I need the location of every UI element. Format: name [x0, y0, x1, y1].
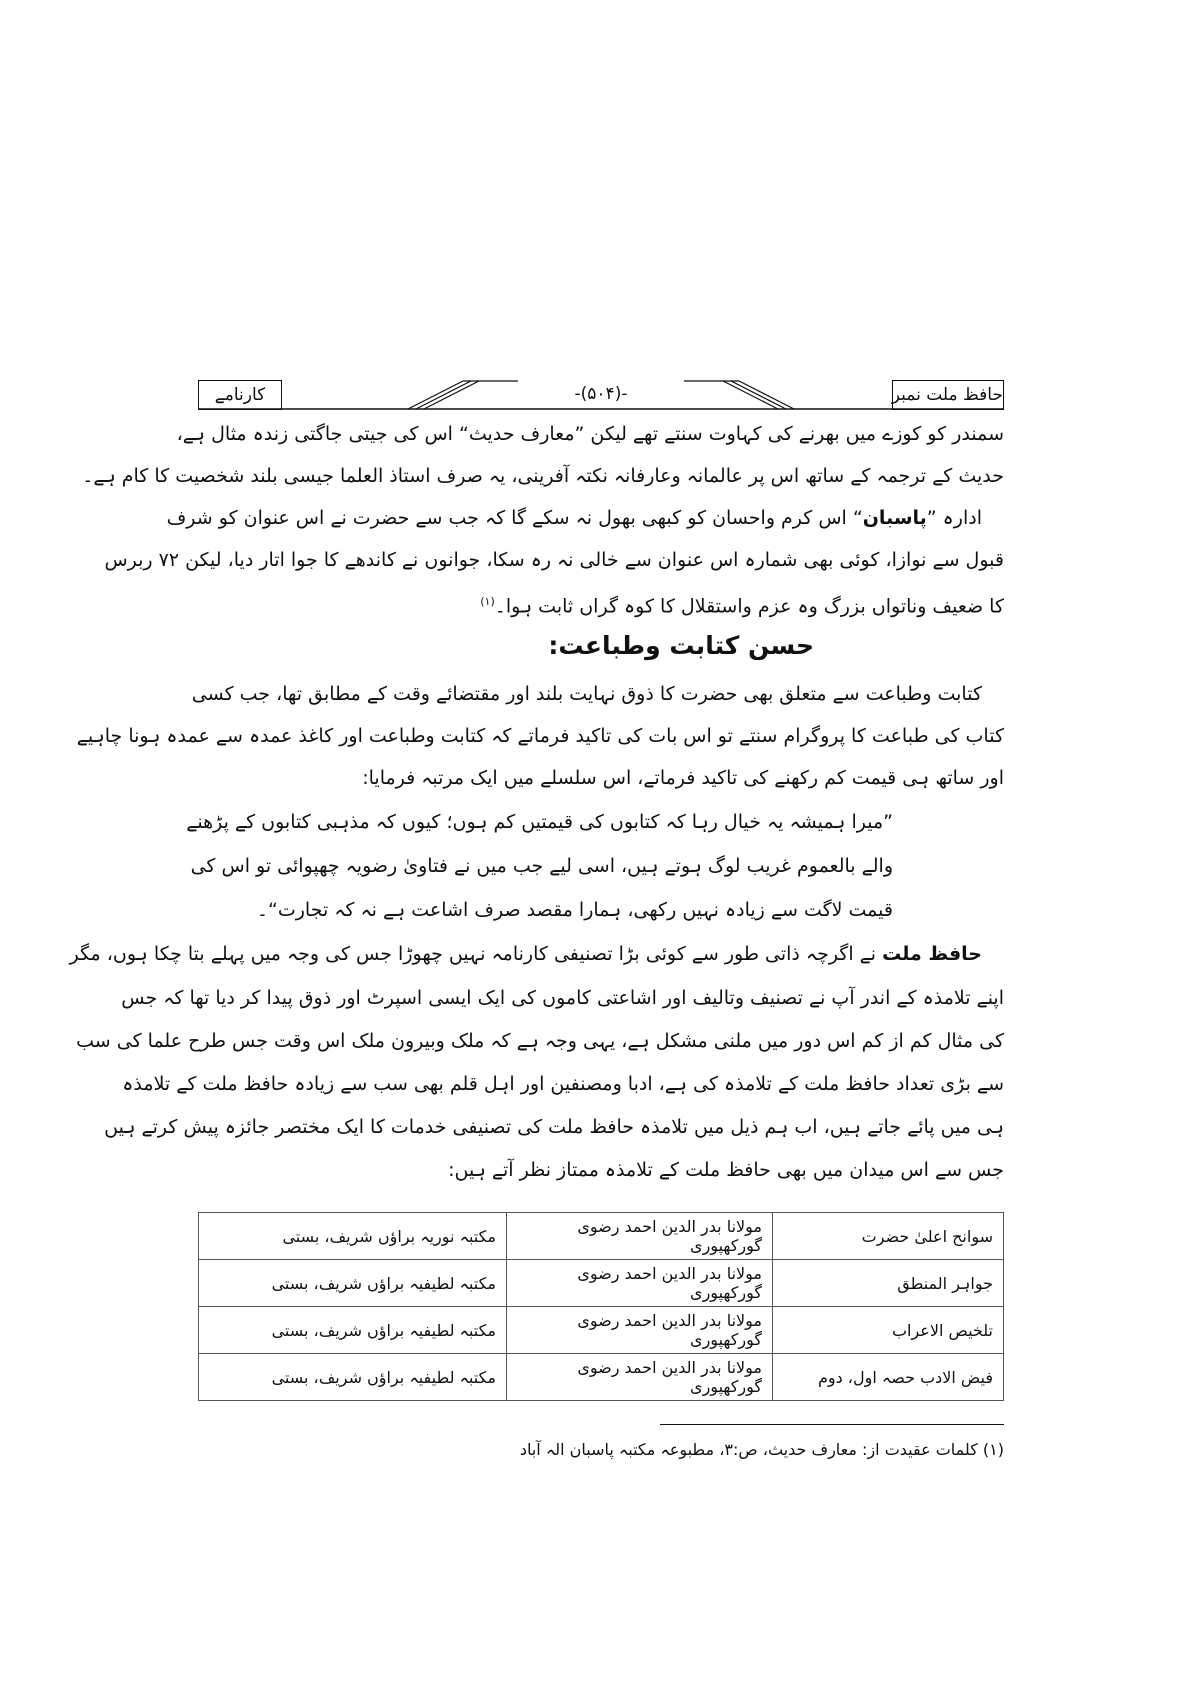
page-header [198, 380, 1004, 410]
text-line: حدیث کے ترجمہ کے ساتھ اس پر عالمانہ وعارفانہ نکتہ آفرینی، یہ صرف استاذ العلما جیسی بلند شخصیت کا کام ہے۔ [82, 465, 1004, 487]
magazine-name: پاسبان [862, 507, 927, 529]
table-row [199, 1307, 1004, 1354]
publisher: مکتبہ لطیفیہ براؤں شریف، بستی [199, 1307, 507, 1354]
footnote-reference: (۱) [480, 595, 495, 608]
books-table [198, 1212, 1004, 1401]
text-line: قبول سے نوازا، کوئی بھی شمارہ اس عنوان سے خالی نہ رہ سکا، جوانوں نے کاندھے کا جوا اتار دیا، لیکن ۷۲ ربرس [104, 549, 1004, 571]
book-title: فیض الادب حصہ اول، دوم [773, 1354, 1004, 1401]
text-segment: ادارہ ” [926, 507, 982, 529]
quote-line: قیمت لاگت سے زیادہ نہیں رکھی، ہمارا مقصد صرف اشاعت ہے نہ کہ تجارت“۔ [256, 899, 893, 921]
book-title: سوانح اعلیٰ حضرت [773, 1213, 1004, 1260]
author: مولانا بدر الدین احمد رضوی گورکھپوری [507, 1260, 773, 1307]
text-line: سے بڑی تعداد حافظ ملت کے تلامذہ کی ہے، ادبا ومصنفین اور اہل قلم بھی سب سے زیادہ حافظ ملت کے تلامذہ [122, 1073, 1004, 1095]
text-segment: کا ضعیف وناتواں بزرگ وہ عزم واستقلال کا کوہ گراں ثابت ہوا۔ [494, 595, 1004, 618]
text-line: کتابت وطباعت سے متعلق بھی حضرت کا ذوق نہایت بلند اور مقتضائے وقت کے مطابق تھا، جب کسی [191, 683, 982, 705]
text-line: جس سے اس میدان میں بھی حافظ ملت کے تلامذہ ممتاز نظر آتے ہیں: [448, 1159, 1004, 1181]
book-title: تلخیص الاعراب [773, 1307, 1004, 1354]
footnote: (۱) کلمات عقیدت از: معارف حدیث، ص:۳، مطبوعہ مکتبہ پاسبان الہ آباد [519, 1440, 1004, 1459]
author: مولانا بدر الدین احمد رضوی گورکھپوری [507, 1213, 773, 1260]
publisher: مکتبہ لطیفیہ براؤں شریف، بستی [199, 1260, 507, 1307]
table-row [199, 1260, 1004, 1307]
quote-line: والے بالعموم غریب لوگ ہوتے ہیں، اسی لیے جب میں نے فتاویٰ رضویہ چھپوائی تو اس کی [190, 855, 893, 877]
table-row [199, 1213, 1004, 1260]
text-line [69, 934, 1004, 974]
text-line: سمندر کو کوزے میں بھرنے کی کہاوت سنتے تھے لیکن ”معارف حدیث“ اس کی جیتی جاگتی زندہ مثال ہے، [176, 423, 1004, 445]
bold-name: حافظ ملت [882, 943, 982, 965]
text-line [198, 582, 1004, 622]
text-line: ہی میں پائے جاتے ہیں، اب ہم ذیل میں تلامذہ حافظ ملت کی تصنیفی خدمات کا ایک مختصر جائزہ پیش کرتے ہیں [104, 1116, 1004, 1138]
page-number: -(۵۰۴)- [574, 384, 628, 404]
text-line: کی مثال کم از کم اس دور میں ملنی مشکل ہے، یہی وجہ ہے کہ ملک وبیرون ملک اس وقت جس طرح علما کی سب [76, 1030, 1004, 1052]
footnote-divider [660, 1424, 1004, 1425]
text-segment: “ اس کرم واحسان کو کبھی بھول نہ سکے گا کہ جب سے حضرت نے اس عنوان کو شرف [166, 507, 863, 529]
author: مولانا بدر الدین احمد رضوی گورکھپوری [507, 1307, 773, 1354]
text-line: اور ساتھ ہی قیمت کم رکھنے کی تاکید فرماتے، اس سلسلے میں ایک مرتبہ فرمایا: [362, 767, 1004, 789]
text-segment: نے اگرچہ ذاتی طور سے کوئی بڑا تصنیفی کارنامہ نہیں چھوڑا جس کی وجہ میں پہلے بتا چکا ہوں، مگر [69, 943, 883, 965]
header-section-title: کارنامے [198, 380, 282, 410]
table-row [199, 1354, 1004, 1401]
author: مولانا بدر الدین احمد رضوی گورکھپوری [507, 1354, 773, 1401]
publisher: مکتبہ نوریہ براؤں شریف، بستی [199, 1213, 507, 1260]
book-title: جواہر المنطق [773, 1260, 1004, 1307]
quote-line: ”میرا ہمیشہ یہ خیال رہا کہ کتابوں کی قیمتیں کم ہوں؛ کیوں کہ مذہبی کتابوں کے پڑھنے [186, 811, 893, 833]
section-heading: حسن کتابت وطباعت: [548, 631, 814, 660]
text-line: اپنے تلامذہ کے اندر آپ نے تصنیف وتالیف اور اشاعتی کاموں کی ایک ایسی اسپرٹ اور ذوق پیدا کر دیا تھا کہ جس [121, 987, 1004, 1009]
publisher: مکتبہ لطیفیہ براؤں شریف، بستی [199, 1354, 507, 1401]
text-line [166, 498, 1004, 538]
header-magazine-title: حافظ ملت نمبر [892, 380, 1004, 410]
text-line: کتاب کی طباعت کا پروگرام سنتے تو اس بات کی تاکید فرماتے کہ کتابت وطباعت اور کاغذ عمدہ سے عمدہ ہونا چاہیے [76, 725, 1004, 747]
